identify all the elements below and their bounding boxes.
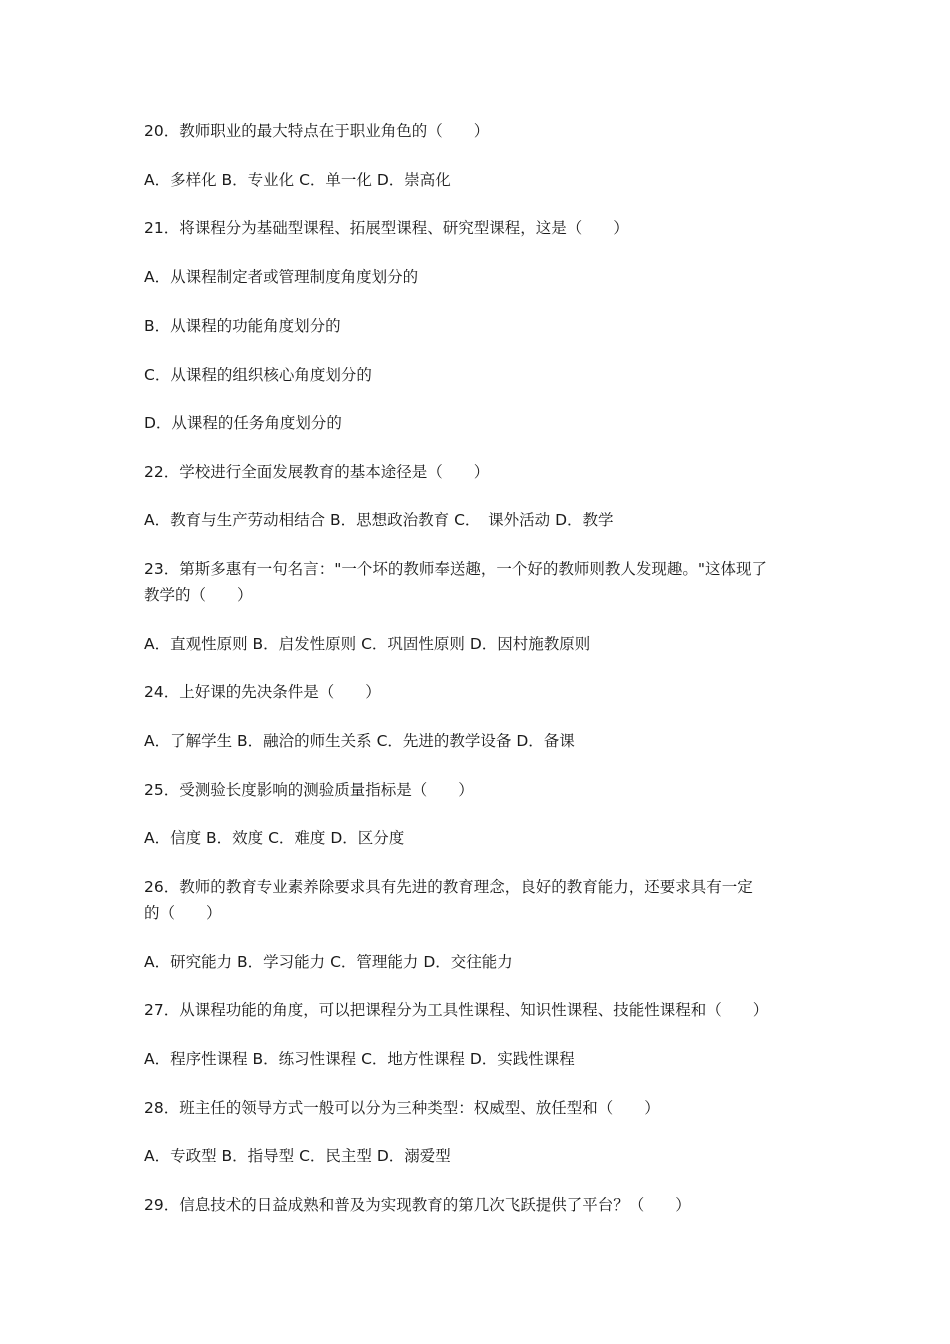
options-20: A．多样化 B．专业化 C．单一化 D．崇高化 <box>144 171 451 189</box>
question-22: 22．学校进行全面发展教育的基本途径是（ ） <box>144 463 490 481</box>
option-21-a: A．从课程制定者或管理制度角度划分的 <box>144 268 419 286</box>
question-28: 28．班主任的领导方式一般可以分为三种类型：权威型、放任型和（ ） <box>144 1099 660 1117</box>
option-21-b: B．从课程的功能角度划分的 <box>144 317 341 335</box>
question-24: 24．上好课的先决条件是（ ） <box>144 683 381 701</box>
options-26: A．研究能力 B．学习能力 C．管理能力 D．交往能力 <box>144 953 513 971</box>
question-21: 21．将课程分为基础型课程、拓展型课程、研究型课程，这是（ ） <box>144 219 629 237</box>
question-23-line-2: 教学的（ ） <box>144 586 253 604</box>
question-25: 25．受测验长度影响的测验质量指标是（ ） <box>144 781 474 799</box>
options-24: A．了解学生 B．融洽的师生关系 C．先进的教学设备 D．备课 <box>144 732 575 750</box>
option-21-c: C．从课程的组织核心角度划分的 <box>144 366 372 384</box>
question-29: 29．信息技术的日益成熟和普及为实现教育的第几次飞跃提供了平台？（ ） <box>144 1196 691 1214</box>
options-27: A．程序性课程 B．练习性课程 C．地方性课程 D．实践性课程 <box>144 1050 575 1068</box>
question-26-line-1: 26．教师的教育专业素养除要求具有先进的教育理念，良好的教育能力，还要求具有一定 <box>144 878 753 896</box>
options-25: A．信度 B．效度 C．难度 D．区分度 <box>144 829 405 847</box>
question-20: 20．教师职业的最大特点在于职业角色的（ ） <box>144 122 490 140</box>
question-27: 27．从课程功能的角度，可以把课程分为工具性课程、知识性课程、技能性课程和（ ） <box>144 1001 769 1019</box>
options-23: A．直观性原则 B．启发性原则 C．巩固性原则 D．因村施教原则 <box>144 635 591 653</box>
question-23-line-1: 23．第斯多惠有一句名言："一个坏的教师奉送趣，一个好的教师则教人发现趣。"这体现了 <box>144 560 767 578</box>
options-28: A．专政型 B．指导型 C．民主型 D．溺爱型 <box>144 1147 451 1165</box>
question-26-line-2: 的（ ） <box>144 904 222 922</box>
options-22: A．教育与生产劳动相结合 B．思想政治教育 C． 课外活动 D．教学 <box>144 511 614 529</box>
option-21-d: D．从课程的任务角度划分的 <box>144 414 342 432</box>
